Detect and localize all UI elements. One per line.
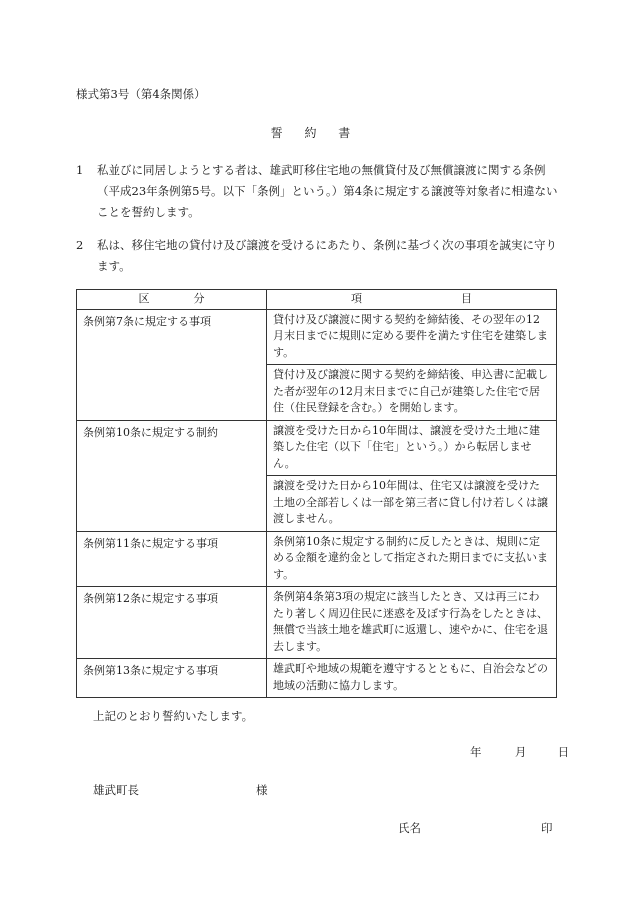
paragraph-text: 私は、移住宅地の貸付け及び譲渡を受けるにあたり、条例に基づく次の事項を誠実に守ります。 [97,238,557,273]
table-row [77,587,557,659]
paragraph-number: 2 [76,238,84,252]
date-day: 日 [557,745,570,759]
obligations-table [76,289,557,698]
header-category: 区 分 [77,290,267,310]
row-category: 条例第12条に規定する事項 [77,587,267,659]
seal-label: 印 [541,821,553,835]
paragraph-2 [76,235,560,277]
row-item: 譲渡を受けた日から10年間は、譲渡を受けた土地に建築した住宅（以下「住宅」という。）から転居しません。 [267,420,557,476]
signature-name-label: 氏名 [398,821,421,835]
table-row [77,531,557,587]
paragraph-1 [76,160,560,223]
row-item: 雄武町や地域の規範を遵守するとともに、自治会などの地域の活動に協力します。 [267,659,557,698]
date-month: 月 [514,745,527,759]
paragraph-text: 私並びに同居しようとする者は、雄武町移住宅地の無償貸付及び無償譲渡に関する条例（平成23年条例第5号。以下「条例」という。）第4条に規定する譲渡等対象者に相違ないことを誓約します。 [97,163,558,219]
paragraph-number: 1 [76,163,84,177]
form-number: 様式第3号（第4条関係） [76,87,206,101]
table-row [77,659,557,698]
table-header-row [77,290,557,310]
closing-statement: 上記のとおり誓約いたします。 [93,709,254,723]
row-category: 条例第7条に規定する事項 [77,309,267,420]
header-item: 項 目 [267,290,557,310]
row-category: 条例第10条に規定する制約 [77,420,267,531]
document-title: 誓 約 書 [270,126,360,140]
addressee-honorific: 様 [256,783,268,797]
row-item: 貸付け及び譲渡に関する契約を締結後、その翌年の12月末日までに規則に定める要件を満たす住宅を建築します。 [267,309,557,365]
addressee-name: 雄武町長 [93,783,139,797]
row-item: 条例第10条に規定する制約に反したときは、規則に定める金額を違約金として指定された期日までに支払います。 [267,531,557,587]
row-item: 譲渡を受けた日から10年間は、住宅又は譲渡を受けた土地の全部若しくは一部を第三者に貸し付け若しくは譲渡しません。 [267,476,557,532]
row-category: 条例第11条に規定する事項 [77,531,267,587]
row-item: 条例第4条第3項の規定に該当したとき、又は再三にわたり著しく周辺住民に迷惑を及ぼす行為をしたときは、無償で当該土地を雄武町に返還し、速やかに、住宅を退去します。 [267,587,557,659]
table-row [77,309,557,365]
date-line [470,744,569,760]
row-category: 条例第13条に規定する事項 [77,659,267,698]
row-item: 貸付け及び譲渡に関する契約を締結後、申込書に記載した者が翌年の12月末日までに自己が建築した住宅で居住（住民登録を含む。）を開始します。 [267,365,557,421]
table-row [77,420,557,476]
date-year: 年 [470,745,482,759]
